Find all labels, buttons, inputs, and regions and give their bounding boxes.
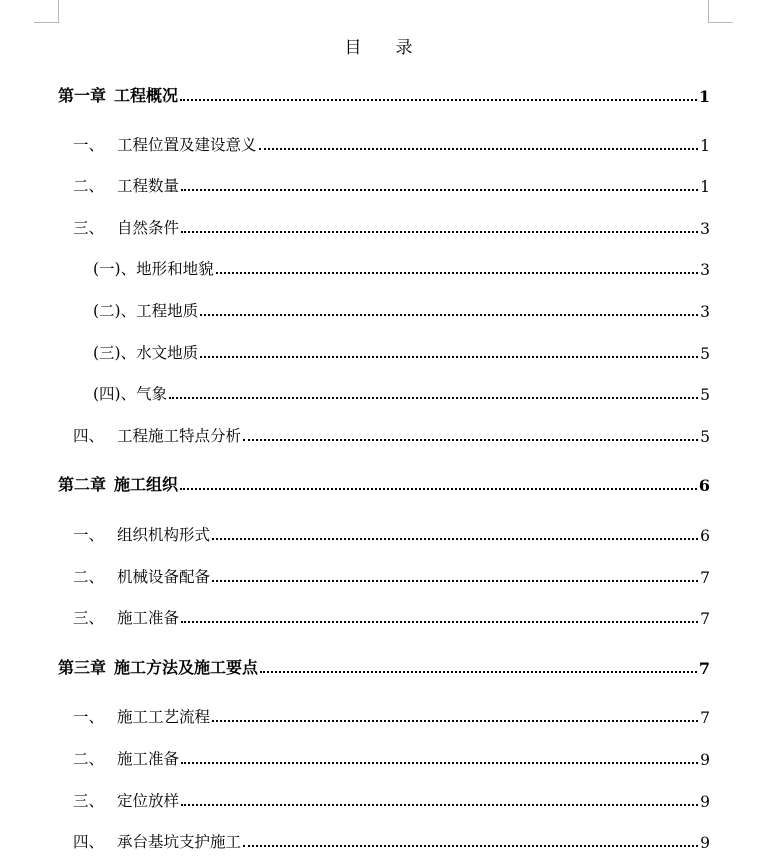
toc-section-entry[interactable] [58,705,710,727]
toc-entry-page: 1 [700,137,710,155]
toc-entry-number: (二)、 [93,302,137,320]
toc-entry-page: 5 [700,428,710,446]
toc-entry-title: 水文地质 [136,344,199,362]
toc-entry-title: 地形和地貌 [136,260,214,278]
dot-leader [243,845,698,847]
toc-entry-page: 7 [698,659,710,678]
toc-entry-page: 1 [698,87,710,106]
toc-subsection-entry[interactable] [58,299,710,321]
dot-leader [181,621,698,623]
toc-entry-title: 气象 [136,385,168,403]
toc-entry-page: 7 [700,709,710,727]
dot-leader [181,804,698,806]
toc-entry-page: 6 [698,476,710,495]
toc-entry-page: 5 [700,386,710,404]
dot-leader [200,314,698,316]
dot-leader [181,231,698,233]
toc-section-entry[interactable] [58,789,710,811]
toc-entry-number: 二、 [73,568,105,586]
dot-leader [181,189,698,191]
dot-leader [180,488,697,490]
toc-entry-number: 四、 [73,833,105,851]
toc-entry-page: 9 [700,793,710,811]
page-corner-mark-left [34,0,59,23]
dot-leader [212,580,698,582]
dot-leader [243,439,698,441]
toc-entry-page: 7 [700,610,710,628]
toc-entry-title: 组织机构形式 [117,526,211,544]
toc-entry-number: 二、 [73,750,105,768]
dot-leader [212,538,698,540]
toc-section-entry[interactable] [58,174,710,196]
toc-entry-page: 9 [700,834,710,852]
toc-entry-page: 1 [700,178,710,196]
toc-section-entry[interactable] [58,830,710,852]
toc-section-entry[interactable] [58,747,710,769]
toc-entry-number: 第一章 [58,86,107,105]
toc-entry-page: 9 [700,751,710,769]
toc-entry-title: 施工组织 [114,475,179,494]
toc-entry-number: 一、 [73,708,105,726]
toc-entry-title: 施工工艺流程 [117,708,211,726]
toc-entry-number: 三、 [73,219,105,237]
toc-entry-number: (四)、 [93,385,137,403]
toc-entry-page: 3 [700,220,710,238]
toc-entry-number: 三、 [73,792,105,810]
toc-entry-number: 二、 [73,177,105,195]
toc-entry-number: 四、 [73,427,105,445]
toc-entry-title: 施工方法及施工要点 [114,658,259,677]
toc-entry-title: 自然条件 [117,219,180,237]
dot-leader [212,720,698,722]
toc-title-char: 目 [344,38,362,58]
toc-subsection-entry[interactable] [58,382,710,404]
toc-entry-number: 第二章 [58,475,107,494]
toc-entry-number: (一)、 [93,260,137,278]
toc-entry-title: 工程数量 [117,177,180,195]
toc-chapter-entry[interactable] [58,656,710,678]
toc-title-char: 录 [395,38,413,58]
toc-entry-page: 3 [700,261,710,279]
page-corner-mark-right [708,0,733,23]
toc-entry-title: 工程位置及建设意义 [117,136,257,154]
toc-entry-number: 一、 [73,136,105,154]
toc-section-entry[interactable] [58,606,710,628]
toc-entry-title: 机械设备配备 [117,568,211,586]
toc-entry-page: 5 [700,345,710,363]
dot-leader [169,397,698,399]
dot-leader [200,356,698,358]
toc-subsection-entry[interactable] [58,341,710,363]
toc-entry-title: 工程施工特点分析 [117,427,242,445]
toc-entry-page: 6 [700,527,710,545]
toc-entry-title: 承台基坑支护施工 [117,833,242,851]
toc-section-entry[interactable] [58,424,710,446]
toc-entry-page: 7 [700,569,710,587]
toc-section-entry[interactable] [58,523,710,545]
toc-entry-title: 施工准备 [117,750,180,768]
toc-entry-title: 施工准备 [117,609,180,627]
toc-title [0,33,757,58]
dot-leader [180,99,697,101]
toc-section-entry[interactable] [58,565,710,587]
toc-entry-number: 第三章 [58,658,107,677]
toc-entry-number: 一、 [73,526,105,544]
dot-leader [259,148,698,150]
toc-entry-title: 工程地质 [136,302,199,320]
toc-section-entry[interactable] [58,216,710,238]
toc-chapter-entry[interactable] [58,473,710,495]
toc-entry-page: 3 [700,303,710,321]
dot-leader [181,762,698,764]
toc-entry-number: (三)、 [93,344,137,362]
toc-chapter-entry[interactable] [58,84,710,106]
toc-entry-title: 定位放样 [117,792,180,810]
toc-section-entry[interactable] [58,133,710,155]
toc-entry-number: 三、 [73,609,105,627]
toc-entry-title: 工程概况 [114,86,179,105]
dot-leader [216,272,698,274]
toc-subsection-entry[interactable] [58,257,710,279]
dot-leader [260,671,697,673]
